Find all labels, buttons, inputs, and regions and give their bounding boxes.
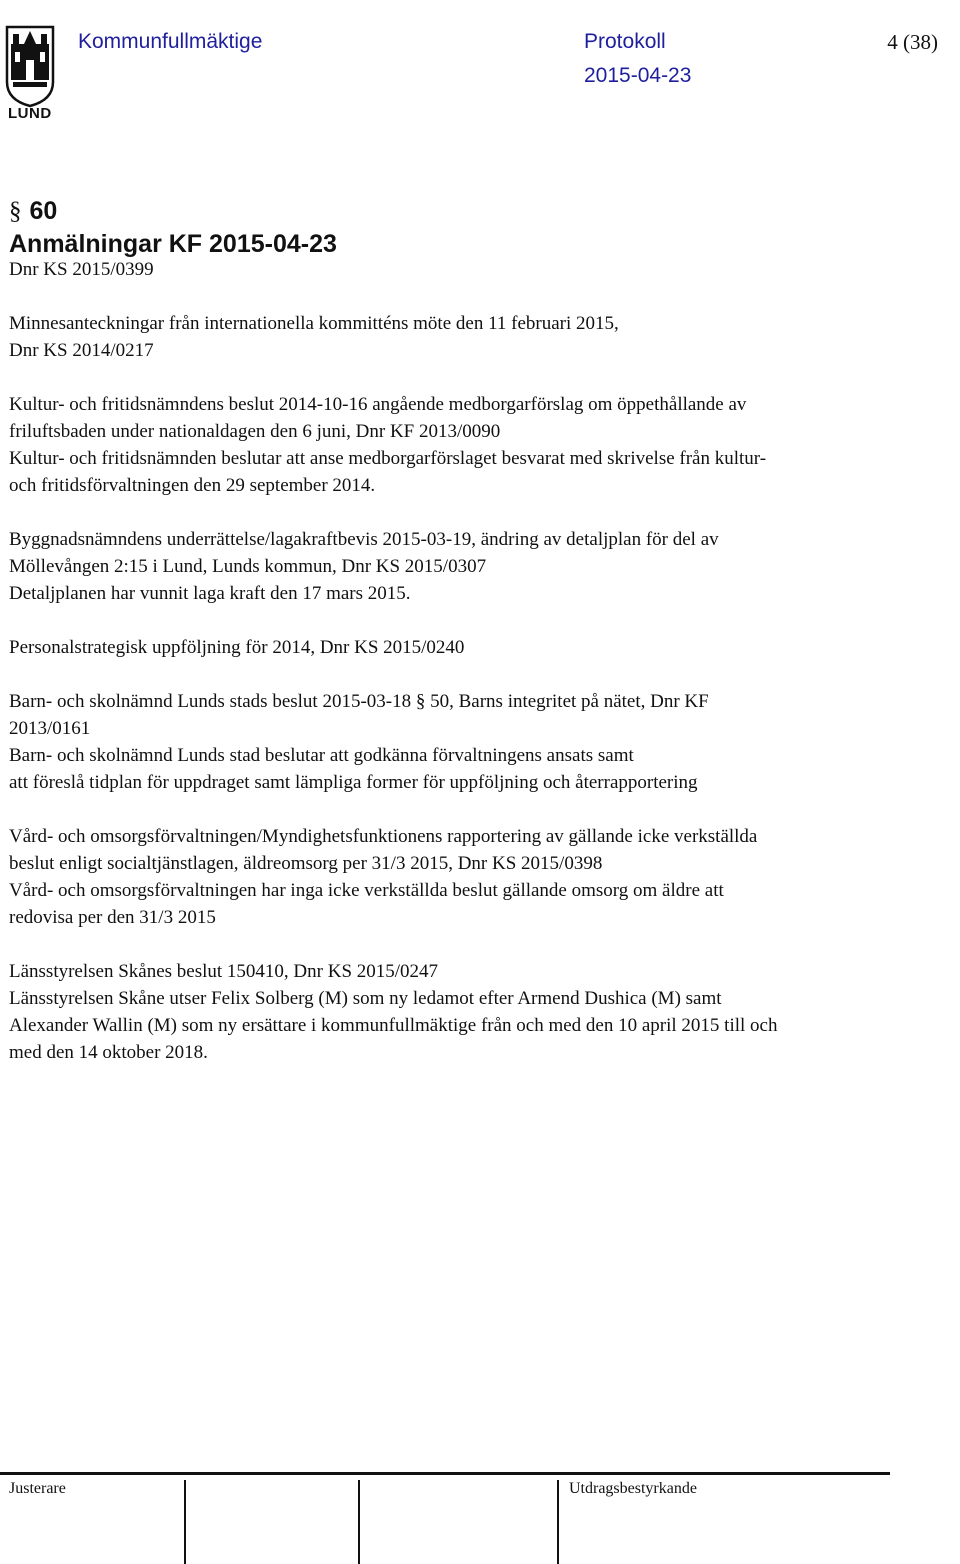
body-line: Länsstyrelsen Skånes beslut 150410, Dnr KS 2015/0247 — [9, 961, 439, 982]
header-organization: Kommunfullmäktige — [78, 30, 263, 53]
paragraph-spacer — [9, 607, 959, 634]
body-line: Byggnadsnämndens underrättelse/lagakraftbevis 2015-03-19, ändring av detaljplan för del av — [9, 529, 719, 550]
section-number-line — [9, 195, 337, 228]
body-line: Dnr KS 2014/0217 — [9, 340, 154, 361]
lund-logo — [4, 22, 56, 122]
footer-justerare-label: Justerare — [9, 1480, 66, 1497]
paragraph-spacer — [9, 661, 959, 688]
body-line: Vård- och omsorgsförvaltningen har inga icke verkställda beslut gällande omsorg om äldre att — [9, 880, 724, 901]
signature-box-divider — [184, 1480, 186, 1564]
body-line: att föreslå tidplan för uppdraget samt lämpliga former för uppföljning och återrapportering — [9, 772, 698, 793]
paragraph-spacer — [9, 931, 959, 958]
document-body — [9, 256, 959, 1066]
body-line: Kultur- och fritidsnämndens beslut 2014-10-16 angående medborgarförslag om öppethållande av — [9, 394, 747, 415]
body-line: Vård- och omsorgsförvaltningen/Myndighetsfunktionens rapportering av gällande icke verkställda — [9, 826, 758, 847]
body-line: Minnesanteckningar från internationella kommitténs möte den 11 februari 2015, — [9, 313, 619, 334]
body-line: redovisa per den 31/3 2015 — [9, 907, 216, 928]
signature-box-divider — [557, 1480, 559, 1564]
section-number: 60 — [29, 197, 58, 225]
header-document-type: Protokoll — [584, 30, 666, 53]
body-line: Länsstyrelsen Skåne utser Felix Solberg (M) som ny ledamot efter Armend Dushica (M) samt — [9, 988, 722, 1009]
paragraph-spacer — [9, 364, 959, 391]
footer-utdragsbestyrkande-label: Utdragsbestyrkande — [569, 1480, 697, 1497]
footer-rule-thin — [0, 1474, 890, 1475]
spacer — [9, 283, 959, 310]
body-line: 2013/0161 — [9, 718, 91, 739]
logo-text: LUND — [8, 105, 52, 122]
page-number: 4 (38) — [887, 30, 938, 54]
section-heading — [9, 195, 337, 261]
section-dnr: Dnr KS 2015/0399 — [9, 259, 154, 280]
paragraph-spacer — [9, 499, 959, 526]
body-line: Personalstrategisk uppföljning för 2014, Dnr KS 2015/0240 — [9, 637, 465, 658]
body-line: Barn- och skolnämnd Lunds stads beslut 2015-03-18 § 50, Barns integritet på nätet, Dnr KF — [9, 691, 709, 712]
body-line: Kultur- och fritidsnämnden beslutar att anse medborgarförslaget besvarat med skrivelse från kultur- — [9, 448, 767, 469]
body-text — [9, 310, 959, 1066]
paragraph-spacer — [9, 796, 959, 823]
section-title: Anmälningar KF 2015-04-23 — [9, 230, 337, 258]
signature-footer — [0, 1470, 960, 1564]
body-line: Barn- och skolnämnd Lunds stad beslutar att godkänna förvaltningens ansats samt — [9, 745, 634, 766]
body-line: beslut enligt socialtjänstlagen, äldreomsorg per 31/3 2015, Dnr KS 2015/0398 — [9, 853, 603, 874]
body-line: Möllevången 2:15 i Lund, Lunds kommun, Dnr KS 2015/0307 — [9, 556, 487, 577]
header-date: 2015-04-23 — [584, 64, 692, 87]
paragraph-symbol: § — [9, 198, 22, 225]
body-line: Alexander Wallin (M) som ny ersättare i kommunfullmäktige från och med den 10 april 2015 till och — [9, 1015, 778, 1036]
signature-box-divider — [358, 1480, 360, 1564]
body-line: med den 14 oktober 2018. — [9, 1042, 208, 1063]
body-line: friluftsbaden under nationaldagen den 6 juni, Dnr KF 2013/0090 — [9, 421, 501, 442]
body-line: och fritidsförvaltningen den 29 september 2014. — [9, 475, 376, 496]
body-line: Detaljplanen har vunnit laga kraft den 17 mars 2015. — [9, 583, 411, 604]
